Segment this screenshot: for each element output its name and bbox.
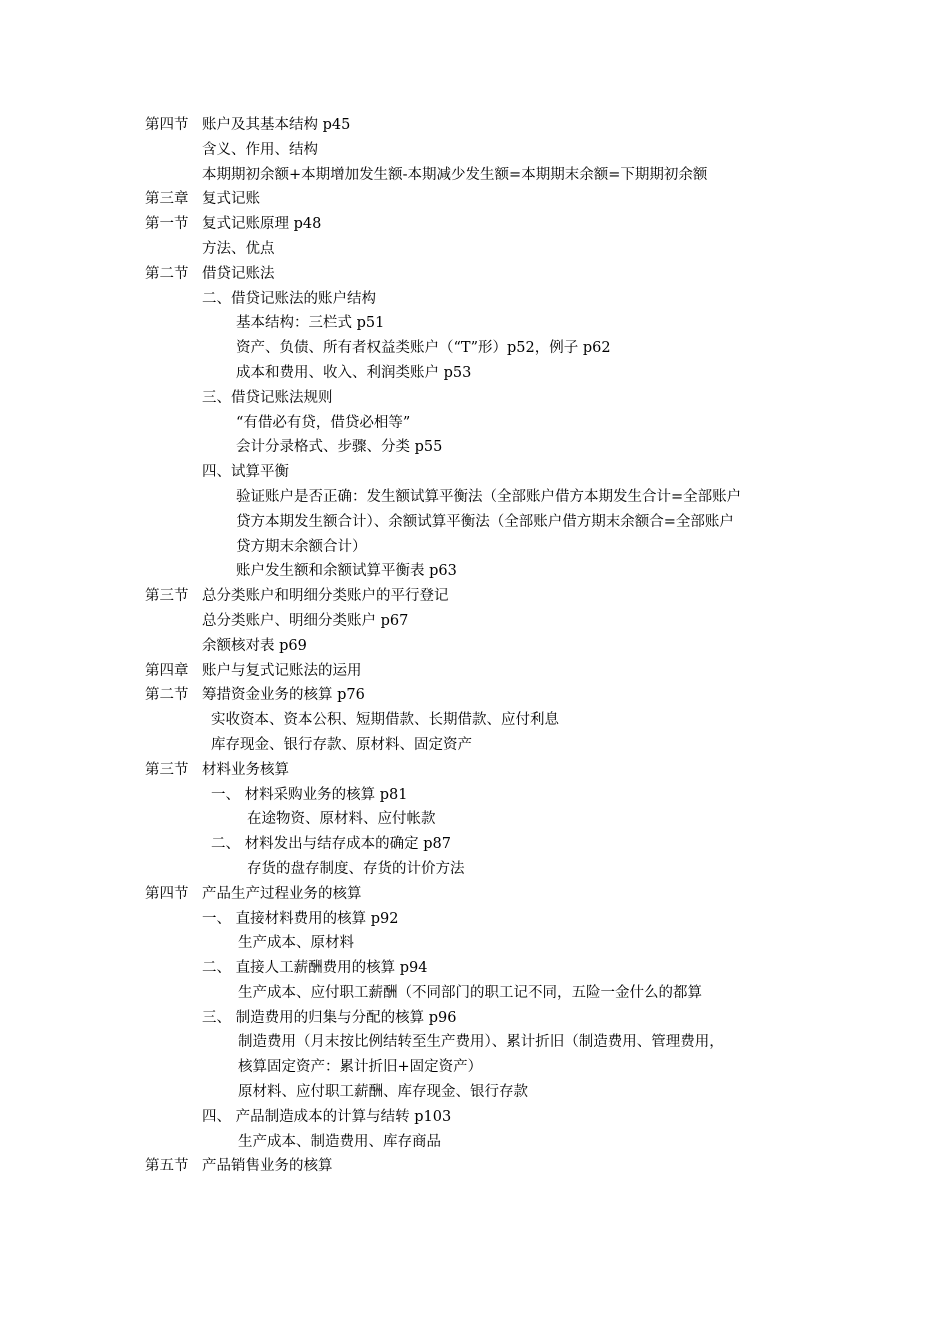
outline-line <box>0 956 950 981</box>
outline-line <box>0 336 950 361</box>
outline-line <box>0 857 950 882</box>
outline-text: 资产、负债、所有者权益类账户（“T”形）p52，例子 p62 <box>236 340 611 357</box>
outline-text: 会计分录格式、步骤、分类 p55 <box>236 439 443 456</box>
section-label: 第一节 <box>145 216 189 233</box>
section-label: 第四节 <box>145 117 189 133</box>
outline-line <box>0 733 950 758</box>
outline-line <box>0 1130 950 1155</box>
outline-text: 贷方期末余额合计） <box>236 538 367 555</box>
section-label: 第三节 <box>145 588 189 605</box>
outline-text: 材料业务核算 <box>202 761 289 778</box>
outline-text: 产品销售业务的核算 <box>202 1158 333 1175</box>
outline-line <box>0 311 950 336</box>
outline-text: 方法、优点 <box>202 240 275 257</box>
outline-line <box>0 882 950 907</box>
section-label: 第四节 <box>145 885 189 902</box>
outline-line <box>0 361 950 386</box>
outline-line <box>0 758 950 783</box>
outline-text: 总分类账户、明细分类账户 p67 <box>202 612 409 629</box>
outline-text: 复式记账原理 p48 <box>202 216 322 233</box>
outline-text: 制造费用（月末按比例结转至生产费用）、累计折旧（制造费用、管理费用， <box>238 1034 724 1051</box>
outline-text: 含义、作用、结构 <box>202 141 318 158</box>
outline-line <box>0 262 950 287</box>
outline-text: 生产成本、应付职工薪酬（不同部门的职工记不同，五险一金什么的都算 <box>238 984 702 1001</box>
outline-text: 复式记账 <box>202 191 260 208</box>
outline-text: 生产成本、原材料 <box>238 935 354 952</box>
outline-line <box>0 683 950 708</box>
outline-text: 账户与复式记账法的运用 <box>202 662 362 679</box>
outline-text: “有借必有贷，借贷必相等” <box>236 414 411 431</box>
outline-line <box>0 1006 950 1031</box>
section-label: 第五节 <box>145 1158 189 1175</box>
outline-text: 实收资本、资本公积、短期借款、长期借款、应付利息 <box>211 712 559 729</box>
outline-line <box>0 460 950 485</box>
outline-text: 成本和费用、收入、利润类账户 p53 <box>236 364 472 381</box>
outline-text: 库存现金、银行存款、原材料、固定资产 <box>211 736 472 753</box>
outline-text: 本期期初余额+本期增加发生额-本期减少发生额=本期期末余额=下期期初余额 <box>202 166 708 183</box>
outline-text: 三、 制造费用的归集与分配的核算 p96 <box>202 1009 457 1026</box>
outline-line <box>0 1055 950 1080</box>
outline-line <box>0 510 950 535</box>
outline-text: 在途物资、原材料、应付帐款 <box>247 811 436 828</box>
outline-text: 四、试算平衡 <box>202 464 289 481</box>
section-label: 第三节 <box>145 761 189 778</box>
outline-line <box>0 559 950 584</box>
outline-text: 核算固定资产：累计折旧+固定资产） <box>238 1059 483 1076</box>
outline-line <box>0 287 950 312</box>
outline-text: 生产成本、制造费用、库存商品 <box>238 1133 441 1150</box>
outline-line <box>0 163 950 188</box>
outline-text: 二、借贷记账法的账户结构 <box>202 290 376 307</box>
outline-text: 筹措资金业务的核算 p76 <box>202 687 365 704</box>
outline-text: 三、借贷记账法规则 <box>202 389 333 406</box>
outline-line <box>0 485 950 510</box>
outline-line <box>0 411 950 436</box>
section-label: 第四章 <box>145 662 189 679</box>
outline-line <box>0 634 950 659</box>
outline-text: 余额核对表 p69 <box>202 637 307 654</box>
outline-text: 二、 材料发出与结存成本的确定 p87 <box>211 836 451 853</box>
outline-text: 借贷记账法 <box>202 265 275 282</box>
outline-line <box>0 783 950 808</box>
document-page <box>0 113 950 1179</box>
outline-line <box>0 386 950 411</box>
outline-line <box>0 138 950 163</box>
outline-line <box>0 535 950 560</box>
outline-line <box>0 907 950 932</box>
outline-text: 验证账户是否正确：发生额试算平衡法（全部账户借方本期发生合计=全部账户 <box>236 488 742 505</box>
outline-line <box>0 237 950 262</box>
section-label: 第二节 <box>145 265 189 282</box>
outline-text: 四、 产品制造成本的计算与结转 p103 <box>202 1108 452 1125</box>
section-label: 第三章 <box>145 191 189 208</box>
outline-line <box>0 609 950 634</box>
outline-line <box>0 1080 950 1105</box>
outline-line <box>0 435 950 460</box>
outline-line <box>0 659 950 684</box>
outline-line <box>0 708 950 733</box>
section-label: 第二节 <box>145 687 189 704</box>
outline-line <box>0 832 950 857</box>
outline-text: 总分类账户和明细分类账户的平行登记 <box>202 588 449 605</box>
outline-line <box>0 981 950 1006</box>
outline-line <box>0 931 950 956</box>
outline-line <box>0 212 950 237</box>
outline-text: 一、 材料采购业务的核算 p81 <box>211 786 408 803</box>
outline-text: 贷方本期发生额合计）、余额试算平衡法（全部账户借方期末余额合=全部账户 <box>236 513 734 530</box>
outline-line <box>0 113 950 138</box>
outline-text: 二、 直接人工薪酬费用的核算 p94 <box>202 960 428 977</box>
outline-line <box>0 584 950 609</box>
outline-text: 账户及其基本结构 p45 <box>202 117 351 133</box>
outline-text: 一、 直接材料费用的核算 p92 <box>202 910 399 927</box>
outline-text: 账户发生额和余额试算平衡表 p63 <box>236 563 457 580</box>
outline-line <box>0 1030 950 1055</box>
outline-text: 基本结构：三栏式 p51 <box>236 315 385 332</box>
outline-text: 产品生产过程业务的核算 <box>202 885 362 902</box>
outline-text: 原材料、应付职工薪酬、库存现金、银行存款 <box>238 1084 528 1101</box>
outline-line <box>0 187 950 212</box>
outline-line <box>0 1105 950 1130</box>
outline-text: 存货的盘存制度、存货的计价方法 <box>247 860 465 877</box>
outline-line <box>0 1154 950 1179</box>
outline-line <box>0 807 950 832</box>
